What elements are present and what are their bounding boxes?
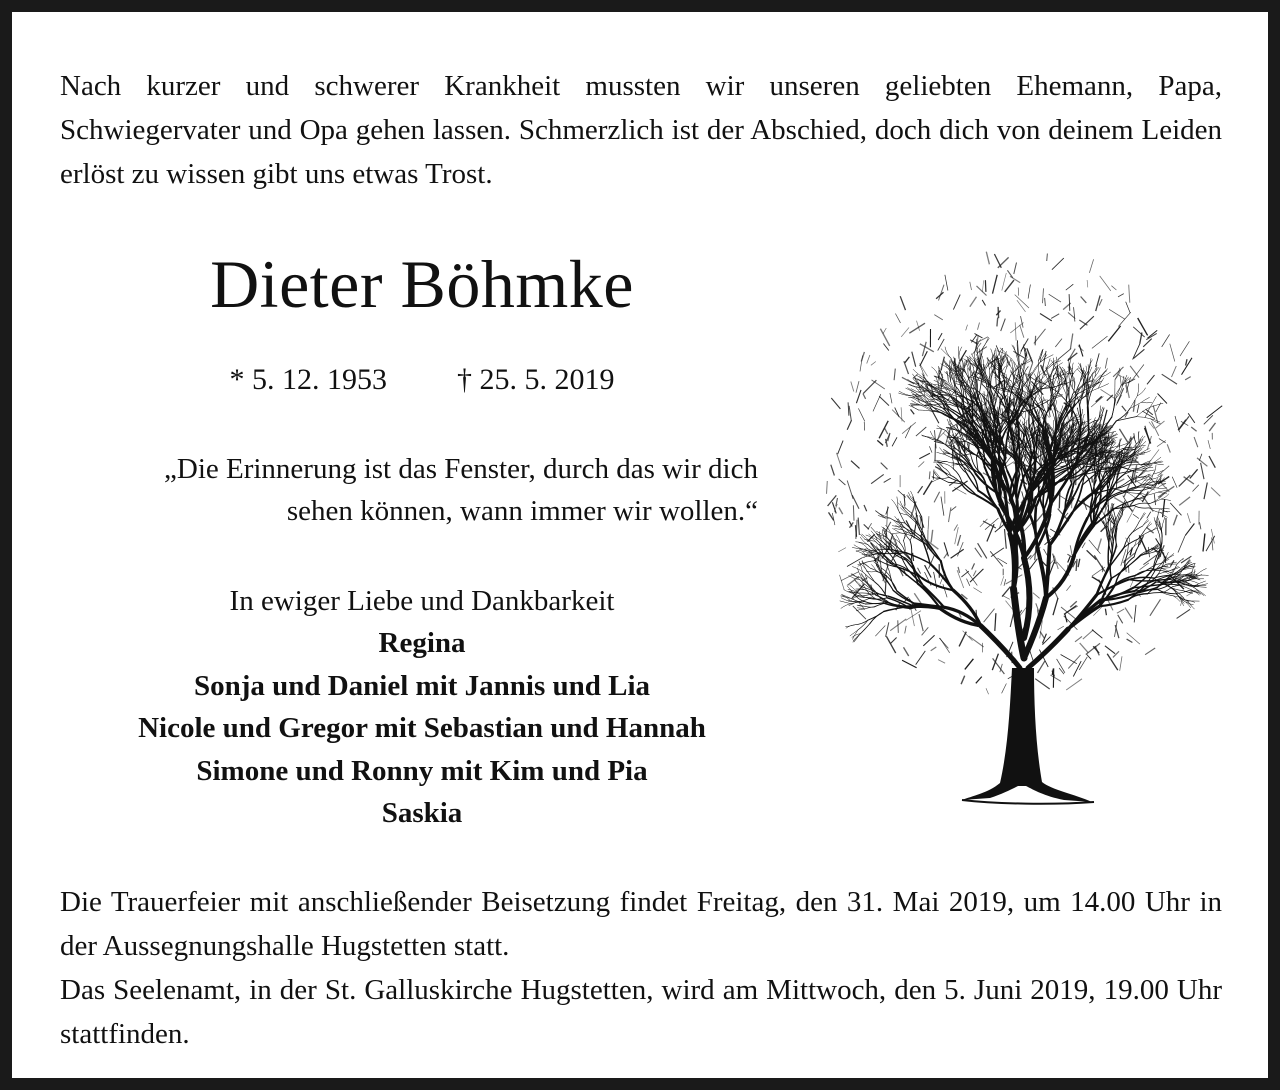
funeral-text: Die Trauerfeier mit anschließender Beisetzung findet Freitag, den 31. Mai 2019, um 14.00 Uhr in der Aussegnungshalle Hugstetten statt.: [60, 886, 1222, 962]
requiem-text: Das Seelenamt, in der St. Galluskirche Hugstetten, wird am Mittwoch, den 5. Juni 2019, 19.00 Uhr stattfinden.: [60, 974, 1222, 1050]
quote-line-1: „Die Erinnerung ist das Fenster, durch das wir dich: [164, 453, 758, 485]
mourner-entry: Nicole und Gregor mit Sebastian und Hannah: [138, 712, 706, 744]
funeral-details: [60, 880, 1222, 1056]
mourner-entry: Sonja und Daniel mit Jannis und Lia: [193, 669, 651, 702]
tree-illustration: [812, 238, 1242, 818]
quote-line-2: sehen können, wann immer wir wollen.“: [286, 495, 758, 527]
mourner-entry: Regina: [378, 627, 466, 659]
closing-line: In ewiger Liebe und Dankbarkeit: [229, 585, 615, 617]
mourners-list: [72, 622, 772, 835]
death-date: † 25. 5. 2019: [457, 363, 615, 396]
tree-branches: [840, 337, 1209, 668]
intro-text: Nach kurzer und schwerer Krankheit mussten wir unseren geliebten Ehemann, Papa, Schwiegervater und Opa gehen lassen. Schmerzlich ist der Abschied, doch dich von deinem Leiden erlöst zu wissen gibt uns etwas Trost.: [60, 70, 1222, 190]
life-dates: [72, 360, 772, 400]
memorial-quote: [62, 448, 758, 532]
deceased-name: Dieter Böhmke: [210, 246, 634, 322]
tree-trunk: [962, 668, 1094, 804]
birth-date: * 5. 12. 1953: [229, 363, 387, 396]
mourner-entry: Saskia: [381, 797, 463, 829]
mourner-entry: Simone und Ronny mit Kim und Pia: [196, 754, 648, 787]
